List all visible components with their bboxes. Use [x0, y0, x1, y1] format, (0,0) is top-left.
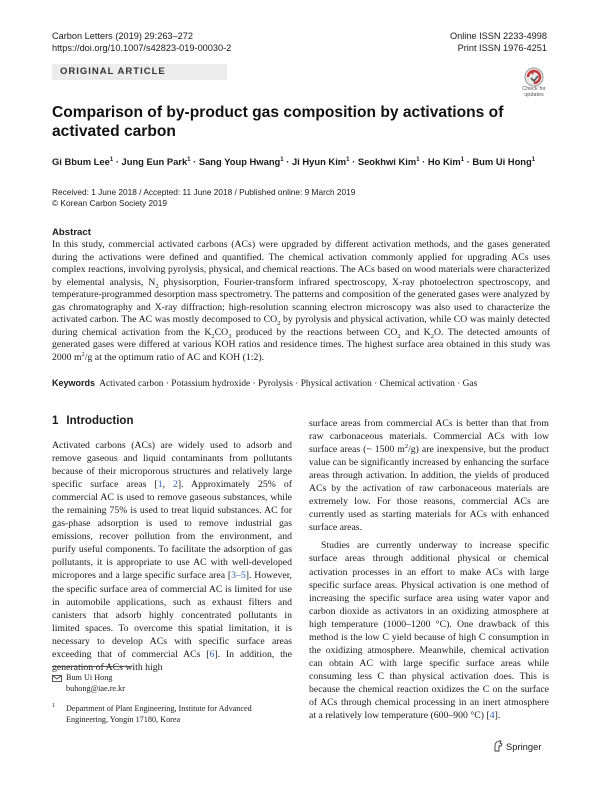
superscript: 2 [81, 350, 85, 358]
print-issn: Print ISSN 1976-4251 [457, 43, 547, 53]
author-affiliation-mark: 1 [187, 156, 191, 163]
text-segment: Studies are currently underway to increase specific surface areas through additional physical or chemical activation processes in an effort to make ACs with large specific surface areas. Physical activation is one method of increasing the specific surface area using water vapor and carbon dioxide as activators in an oxidizing atmosphere at high temperature (1000–1200 °C). One drawback of this method is the low C yield because of high C consumption in the oxidizing atmosphere. Meanwhile, chemical activation can obtain AC with large specific surface areas while consuming less C than physical activation does. This is because the chemical reaction oxidizes the C on the surface of ACs through chemical processing in an inert atmosphere at a relatively low temperature (600–900 °C) [ [309, 540, 549, 722]
abstract-segment: by pyrolysis and physical activation, while CO was mainly detected during chemical activation from the K [52, 314, 550, 338]
affiliation-text: Department of Plant Engineering, Institute for Advanced Engineering, Yongin 17180, Korea [66, 704, 252, 724]
abstract-segment: physisorption, Fourier-transform infrared spectroscopy, X-ray photoelectron spectroscopy, and temperature-programmed desorption mass spectrometry. The patterns and composition of the generated gases were analyzed by gas chromatography and X-ray diffraction; high-resolution scanning electron microscopy was also used to characterize the activated carbon. The AC was mostly decomposed to CO [52, 276, 550, 326]
author-name[interactable]: Gi Bbum Lee [52, 156, 110, 167]
check-updates-line2: updates [524, 92, 544, 98]
subscript: 3 [228, 332, 232, 340]
citation-link[interactable]: 2 [173, 479, 178, 491]
paper-title: Comparison of by-product gas composition by activations of activated carbon [52, 104, 504, 140]
keywords-label: Keywords [52, 378, 96, 388]
check-updates-line1: Check for [522, 86, 546, 92]
corresponding-author-email[interactable]: buhong@iae.re.kr [66, 684, 125, 693]
affiliation-number: 1 [52, 703, 55, 709]
paragraph [309, 539, 549, 722]
text-segment: ]. However, the specific surface area of commercial AC is limited for use in automobile applications, such as exhaust filters and canisters that adsorb highly concentrated pollutants in limited spaces. To overcome this spatial limitation, it is necessary to develop ACs with specific surface areas exceeding that of commercial ACs [ [52, 570, 292, 660]
author-affiliation-mark: 1 [460, 156, 465, 163]
text-segment: ]. Approximately 25% of commercial AC is used to remove gaseous substances, while the remaining 75% is used to treat liquid substances. AC for gas-phase adsorption is used to remove industrial gas emissions, recover pollution from the environment, and purify useful components. To facilitate the adsorption of gas pollutants, it is appropriate to use AC with well-developed micropores and a large specific surface area [ [52, 479, 293, 582]
abstract-segment: and K [400, 326, 431, 338]
citation-link[interactable]: 6 [209, 648, 215, 660]
superscript: 2 [404, 442, 409, 450]
text-segment: ]. In addition, the generation of ACs with high [52, 648, 293, 673]
text-segment: ]. [494, 710, 501, 722]
check-for-updates-label[interactable] [511, 86, 557, 98]
subscript: 2 [430, 332, 434, 340]
subscript: 2 [397, 332, 401, 340]
corresponding-author-name: Bum Ui Hong [66, 673, 113, 682]
author-affiliation-mark: 1 [346, 156, 350, 163]
springer-horse-icon [493, 740, 504, 752]
abstract-text [52, 239, 550, 364]
abstract-segment: O. The detected amounts of generated gases were differed at various KOH ratios and residence times. The highest surface area obtained in this study was 2000 m [52, 326, 550, 363]
publisher-logo-text: Springer [506, 741, 542, 752]
keywords-list: Activated carbon · Potassium hydroxide · Pyrolysis · Physical activation · Chemical activation · Gas [99, 379, 478, 389]
author-affiliation-mark: 1 [280, 156, 284, 163]
footnote-divider [52, 666, 132, 667]
envelope-icon [52, 675, 62, 682]
abstract-heading: Abstract [52, 227, 91, 238]
author-name[interactable]: Seokhwi Kim [357, 156, 417, 167]
section-number: 1 [52, 415, 59, 427]
issn-info [450, 30, 547, 54]
author-name[interactable]: Ho Kim [427, 156, 461, 167]
text-segment: surface areas from commercial ACs is better than that from raw carbonaceous materials. Commercial ACs with low surface areas (~ 1500 m [309, 418, 549, 456]
date-history: Received: 1 June 2018 / Accepted: 11 June 2018 / Published online: 9 March 2019 [52, 187, 356, 197]
author-name[interactable]: Ji Hyun Kim [291, 156, 347, 167]
author-affiliation-mark: 1 [531, 156, 536, 163]
subscript: 2 [211, 332, 215, 340]
publication-dates [52, 187, 355, 209]
abstract-segment: produced by the reactions between CO [231, 326, 398, 338]
author-name[interactable]: Bum Ui Hong [472, 156, 532, 167]
author-affiliation-mark: 1 [109, 156, 114, 163]
subscript: 2 [155, 282, 159, 290]
paragraph [52, 439, 292, 674]
abstract-segment: /g at the optimum ratio of AC and KOH (1:2). [84, 351, 265, 363]
doi-link[interactable]: https://doi.org/10.1007/s42823-019-00030-2 [52, 43, 232, 53]
subscript: 2 [277, 320, 281, 328]
journal-citation: Carbon Letters (2019) 29:263–272 [52, 31, 193, 41]
text-segment: /g) are inexpensive, but the product value can be significantly increased by enhancing the surface areas through activation. In addition, the yields of produced ACs by the activation of raw carbonaceous materials are extremely low. For those reasons, commercial ACs are currently used as starting materials for ACs with enhanced surface areas. [309, 444, 549, 534]
author-affiliation-mark: 1 [416, 156, 420, 163]
journal-info [52, 30, 231, 54]
section-heading [52, 415, 133, 427]
paragraph [309, 417, 549, 534]
keywords [52, 378, 550, 389]
copyright-line: © Korean Carbon Society 2019 [52, 198, 167, 208]
article-type-label: ORIGINAL ARTICLE [60, 66, 166, 77]
abstract-segment: CO [214, 326, 229, 338]
author-name[interactable]: Sang Youp Hwang [198, 156, 281, 167]
citation-link[interactable]: 3–5 [231, 570, 246, 582]
citation-link[interactable]: 4 [489, 710, 495, 722]
author-name[interactable]: Jung Eun Park [121, 156, 188, 167]
body-column-left [52, 439, 292, 674]
section-title: Introduction [66, 415, 134, 427]
author-list: Gi Bbum Lee$^1$ · Jung Eun Park$^1$ · Sang Youp Hwang$^1$ · Ji Hyun Kim$^1$ · Seokhwi Kim$^1$ · Ho Kim$^1$ · Bum Ui Hong$^1$ [52, 156, 536, 167]
text-segment: , [162, 479, 174, 491]
online-issn: Online ISSN 2233-4998 [449, 31, 547, 41]
body-column-right [309, 417, 549, 722]
citation-link[interactable]: 1 [157, 479, 163, 491]
text-segment: Activated carbons (ACs) are widely used to adsorb and remove gaseous and liquid contaminants from pollutants because of their microporous structures and relatively large specific surface areas [ [52, 440, 292, 491]
abstract-segment: In this study, commercial activated carbons (ACs) were upgraded by different activation methods, and the gases generated during the activations were defined and quantified. The chemical activation commonly applied for upgrading ACs uses complex reactions, involving pyrolysis, physical, and chemical reactions. The ACs based on wood materials were characterized by elemental analysis, N [52, 239, 550, 288]
